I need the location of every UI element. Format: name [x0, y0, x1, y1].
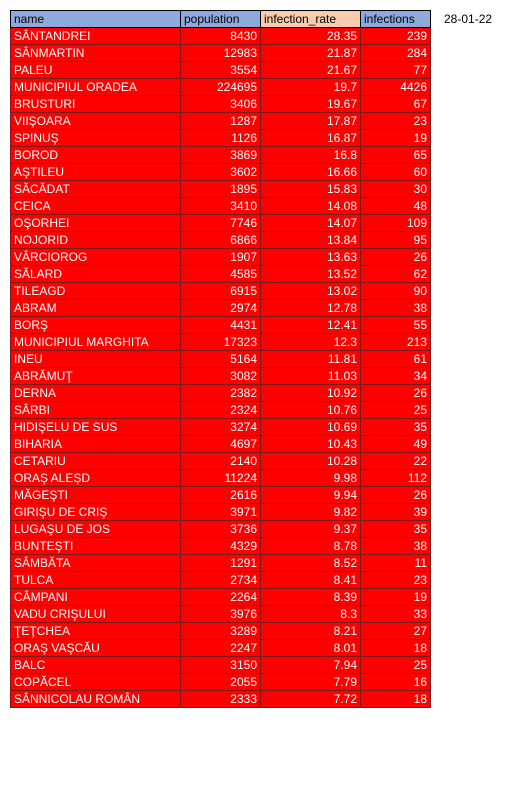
- cell-infections[interactable]: 38: [361, 538, 431, 555]
- cell-infection-rate[interactable]: 10.28: [261, 453, 361, 470]
- cell-infections[interactable]: 61: [361, 351, 431, 368]
- cell-name[interactable]: BRUSTURI: [11, 96, 181, 113]
- cell-infection-rate[interactable]: 8.78: [261, 538, 361, 555]
- table-row: [11, 504, 431, 521]
- table-row: [11, 164, 431, 181]
- cell-population[interactable]: 3289: [181, 623, 261, 640]
- cell-name[interactable]: SĂLARD: [11, 266, 181, 283]
- cell-population[interactable]: 4697: [181, 436, 261, 453]
- cell-population[interactable]: 1907: [181, 249, 261, 266]
- cell-infections[interactable]: 213: [361, 334, 431, 351]
- cell-population[interactable]: 3082: [181, 368, 261, 385]
- table-row: [11, 249, 431, 266]
- cell-infection-rate[interactable]: 9.94: [261, 487, 361, 504]
- cell-name[interactable]: ABRAM: [11, 300, 181, 317]
- cell-name[interactable]: BALC: [11, 657, 181, 674]
- cell-infection-rate[interactable]: 13.52: [261, 266, 361, 283]
- cell-population[interactable]: 3406: [181, 96, 261, 113]
- cell-infections[interactable]: 22: [361, 453, 431, 470]
- table-row: [11, 640, 431, 657]
- table-row: [11, 453, 431, 470]
- cell-name[interactable]: SÂNTANDREI: [11, 28, 181, 45]
- cell-infection-rate[interactable]: 8.21: [261, 623, 361, 640]
- cell-population[interactable]: 12983: [181, 45, 261, 62]
- table-row: [11, 96, 431, 113]
- cell-name[interactable]: HIDIŞELU DE SUS: [11, 419, 181, 436]
- cell-population[interactable]: 3554: [181, 62, 261, 79]
- cell-infection-rate[interactable]: 14.08: [261, 198, 361, 215]
- cell-infections[interactable]: 60: [361, 164, 431, 181]
- cell-name[interactable]: SĂCĂDAT: [11, 181, 181, 198]
- cell-name[interactable]: SPINUŞ: [11, 130, 181, 147]
- cell-name[interactable]: COPĂCEL: [11, 674, 181, 691]
- cell-infections[interactable]: 67: [361, 96, 431, 113]
- table-row: [11, 181, 431, 198]
- table-row: [11, 623, 431, 640]
- cell-infection-rate[interactable]: 13.02: [261, 283, 361, 300]
- cell-population[interactable]: 2324: [181, 402, 261, 419]
- cell-name[interactable]: SÂRBI: [11, 402, 181, 419]
- cell-population[interactable]: 2974: [181, 300, 261, 317]
- cell-population[interactable]: 3150: [181, 657, 261, 674]
- cell-infections[interactable]: 26: [361, 249, 431, 266]
- cell-infections[interactable]: 18: [361, 640, 431, 657]
- cell-name[interactable]: AŞTILEU: [11, 164, 181, 181]
- header-row: [11, 11, 431, 28]
- cell-infection-rate[interactable]: 16.8: [261, 147, 361, 164]
- cell-infection-rate[interactable]: 10.43: [261, 436, 361, 453]
- cell-population[interactable]: 2055: [181, 674, 261, 691]
- cell-name[interactable]: MĂGEŞTI: [11, 487, 181, 504]
- cell-infections[interactable]: 35: [361, 419, 431, 436]
- cell-population[interactable]: 4585: [181, 266, 261, 283]
- cell-population[interactable]: 2616: [181, 487, 261, 504]
- cell-infections[interactable]: 95: [361, 232, 431, 249]
- table-row: [11, 62, 431, 79]
- table-row: [11, 470, 431, 487]
- table-row: [11, 300, 431, 317]
- cell-name[interactable]: TILEAGD: [11, 283, 181, 300]
- cell-infection-rate[interactable]: 16.87: [261, 130, 361, 147]
- cell-infections[interactable]: 4426: [361, 79, 431, 96]
- table-row: [11, 555, 431, 572]
- table-row: [11, 215, 431, 232]
- cell-infections[interactable]: 27: [361, 623, 431, 640]
- cell-name[interactable]: ORAŞ VAŞCĂU: [11, 640, 181, 657]
- cell-infection-rate[interactable]: 21.67: [261, 62, 361, 79]
- table-row: [11, 334, 431, 351]
- table-row: [11, 674, 431, 691]
- cell-infection-rate[interactable]: 7.72: [261, 691, 361, 708]
- cell-infections[interactable]: 26: [361, 385, 431, 402]
- cell-infection-rate[interactable]: 10.69: [261, 419, 361, 436]
- table-row: [11, 572, 431, 589]
- table-row: [11, 538, 431, 555]
- table-row: [11, 385, 431, 402]
- table-row: [11, 402, 431, 419]
- cell-name[interactable]: MUNICIPIUL MARGHITA: [11, 334, 181, 351]
- cell-infections[interactable]: 112: [361, 470, 431, 487]
- cell-infection-rate[interactable]: 8.52: [261, 555, 361, 572]
- cell-name[interactable]: INEU: [11, 351, 181, 368]
- cell-infection-rate[interactable]: 11.03: [261, 368, 361, 385]
- cell-infections[interactable]: 90: [361, 283, 431, 300]
- cell-name[interactable]: DERNA: [11, 385, 181, 402]
- cell-name[interactable]: LUGAŞU DE JOS: [11, 521, 181, 538]
- table-row: [11, 589, 431, 606]
- table-row: [11, 436, 431, 453]
- cell-infection-rate[interactable]: 15.83: [261, 181, 361, 198]
- cell-name[interactable]: ŢEŢCHEA: [11, 623, 181, 640]
- header-name[interactable]: name: [11, 11, 181, 28]
- cell-population[interactable]: 3976: [181, 606, 261, 623]
- cell-infections[interactable]: 34: [361, 368, 431, 385]
- cell-population[interactable]: 3410: [181, 198, 261, 215]
- table-row: [11, 45, 431, 62]
- cell-infections[interactable]: 30: [361, 181, 431, 198]
- cell-name[interactable]: BORŞ: [11, 317, 181, 334]
- table-body: [11, 28, 431, 708]
- cell-infection-rate[interactable]: 11.81: [261, 351, 361, 368]
- table-row: [11, 232, 431, 249]
- table-row: [11, 79, 431, 96]
- cell-infection-rate[interactable]: 21.87: [261, 45, 361, 62]
- cell-population[interactable]: 5164: [181, 351, 261, 368]
- cell-infection-rate[interactable]: 8.01: [261, 640, 361, 657]
- cell-infections[interactable]: 23: [361, 113, 431, 130]
- cell-name[interactable]: OŞORHEI: [11, 215, 181, 232]
- cell-population[interactable]: 2264: [181, 589, 261, 606]
- cell-infections[interactable]: 284: [361, 45, 431, 62]
- cell-infection-rate[interactable]: 10.92: [261, 385, 361, 402]
- table-row: [11, 283, 431, 300]
- cell-population[interactable]: 2140: [181, 453, 261, 470]
- cell-infection-rate[interactable]: 13.84: [261, 232, 361, 249]
- cell-name[interactable]: VÂRCIOROG: [11, 249, 181, 266]
- cell-infection-rate[interactable]: 16.66: [261, 164, 361, 181]
- header-infection-rate[interactable]: infection_rate: [261, 11, 361, 28]
- cell-name[interactable]: SÂNMARTIN: [11, 45, 181, 62]
- cell-population[interactable]: 4329: [181, 538, 261, 555]
- cell-infections[interactable]: 38: [361, 300, 431, 317]
- cell-population[interactable]: 3971: [181, 504, 261, 521]
- cell-infection-rate[interactable]: 12.41: [261, 317, 361, 334]
- cell-population[interactable]: 7746: [181, 215, 261, 232]
- cell-population[interactable]: 11224: [181, 470, 261, 487]
- cell-infections[interactable]: 33: [361, 606, 431, 623]
- cell-population[interactable]: 2382: [181, 385, 261, 402]
- table-row: [11, 351, 431, 368]
- cell-infections[interactable]: 25: [361, 657, 431, 674]
- cell-infection-rate[interactable]: 17.87: [261, 113, 361, 130]
- cell-infections[interactable]: 19: [361, 589, 431, 606]
- cell-infection-rate[interactable]: 13.63: [261, 249, 361, 266]
- table-row: [11, 657, 431, 674]
- cell-population[interactable]: 17323: [181, 334, 261, 351]
- cell-infections[interactable]: 26: [361, 487, 431, 504]
- cell-infection-rate[interactable]: 9.98: [261, 470, 361, 487]
- table-row: [11, 317, 431, 334]
- table-row: [11, 147, 431, 164]
- table-row: [11, 691, 431, 708]
- cell-infections[interactable]: 77: [361, 62, 431, 79]
- cell-infections[interactable]: 49: [361, 436, 431, 453]
- cell-population[interactable]: 1895: [181, 181, 261, 198]
- cell-population[interactable]: 3869: [181, 147, 261, 164]
- cell-infections[interactable]: 23: [361, 572, 431, 589]
- cell-infection-rate[interactable]: 8.3: [261, 606, 361, 623]
- cell-infection-rate[interactable]: 14.07: [261, 215, 361, 232]
- table-row: [11, 28, 431, 45]
- header-infections[interactable]: infections: [361, 11, 431, 28]
- cell-population[interactable]: 1291: [181, 555, 261, 572]
- cell-infection-rate[interactable]: 19.67: [261, 96, 361, 113]
- cell-infections[interactable]: 62: [361, 266, 431, 283]
- cell-name[interactable]: VADU CRIŞULUI: [11, 606, 181, 623]
- table-row: [11, 368, 431, 385]
- cell-name[interactable]: MUNICIPIUL ORADEA: [11, 79, 181, 96]
- table-row: [11, 419, 431, 436]
- cell-infection-rate[interactable]: 12.78: [261, 300, 361, 317]
- cell-population[interactable]: 6866: [181, 232, 261, 249]
- cell-infection-rate[interactable]: 9.37: [261, 521, 361, 538]
- cell-population[interactable]: 3736: [181, 521, 261, 538]
- cell-population[interactable]: 1126: [181, 130, 261, 147]
- cell-infections[interactable]: 16: [361, 674, 431, 691]
- cell-name[interactable]: PALEU: [11, 62, 181, 79]
- table-row: [11, 606, 431, 623]
- cell-name[interactable]: BOROD: [11, 147, 181, 164]
- cell-infections[interactable]: 35: [361, 521, 431, 538]
- cell-population[interactable]: 2247: [181, 640, 261, 657]
- cell-name[interactable]: SÂMBĂTA: [11, 555, 181, 572]
- cell-name[interactable]: BIHARIA: [11, 436, 181, 453]
- table-row: [11, 198, 431, 215]
- cell-infections[interactable]: 55: [361, 317, 431, 334]
- cell-infections[interactable]: 19: [361, 130, 431, 147]
- cell-population[interactable]: 2333: [181, 691, 261, 708]
- cell-infections[interactable]: 39: [361, 504, 431, 521]
- cell-name[interactable]: GIRIŞU DE CRIŞ: [11, 504, 181, 521]
- cell-infections[interactable]: 109: [361, 215, 431, 232]
- table-row: [11, 130, 431, 147]
- cell-infection-rate[interactable]: 19.7: [261, 79, 361, 96]
- cell-infections[interactable]: 18: [361, 691, 431, 708]
- cell-infection-rate[interactable]: 7.79: [261, 674, 361, 691]
- cell-population[interactable]: 4431: [181, 317, 261, 334]
- header-population[interactable]: population: [181, 11, 261, 28]
- cell-infections[interactable]: 65: [361, 147, 431, 164]
- cell-population[interactable]: 8430: [181, 28, 261, 45]
- cell-name[interactable]: CÂMPANI: [11, 589, 181, 606]
- cell-infections[interactable]: 11: [361, 555, 431, 572]
- cell-infection-rate[interactable]: 10.76: [261, 402, 361, 419]
- cell-population[interactable]: 2734: [181, 572, 261, 589]
- cell-name[interactable]: NOJORID: [11, 232, 181, 249]
- cell-population[interactable]: 3602: [181, 164, 261, 181]
- cell-name[interactable]: SÂNNICOLAU ROMÂN: [11, 691, 181, 708]
- cell-infection-rate[interactable]: 28.35: [261, 28, 361, 45]
- cell-population[interactable]: 3274: [181, 419, 261, 436]
- cell-infection-rate[interactable]: 12.3: [261, 334, 361, 351]
- cell-infections[interactable]: 239: [361, 28, 431, 45]
- table-row: [11, 113, 431, 130]
- cell-name[interactable]: CEICA: [11, 198, 181, 215]
- cell-infection-rate[interactable]: 9.82: [261, 504, 361, 521]
- cell-population[interactable]: 6915: [181, 283, 261, 300]
- cell-name[interactable]: ORAŞ ALEŞD: [11, 470, 181, 487]
- cell-name[interactable]: BUNTEŞTI: [11, 538, 181, 555]
- cell-infections[interactable]: 48: [361, 198, 431, 215]
- cell-name[interactable]: ABRĂMUŢ: [11, 368, 181, 385]
- cell-infection-rate[interactable]: 8.39: [261, 589, 361, 606]
- date-cell[interactable]: 28-01-22: [444, 12, 493, 26]
- table-row: [11, 521, 431, 538]
- table-row: [11, 266, 431, 283]
- cell-population[interactable]: 1287: [181, 113, 261, 130]
- cell-population[interactable]: 224695: [181, 79, 261, 96]
- cell-name[interactable]: TULCA: [11, 572, 181, 589]
- cell-infection-rate[interactable]: 8.41: [261, 572, 361, 589]
- cell-name[interactable]: VIIŞOARA: [11, 113, 181, 130]
- cell-name[interactable]: CETARIU: [11, 453, 181, 470]
- cell-infection-rate[interactable]: 7.94: [261, 657, 361, 674]
- cell-infections[interactable]: 25: [361, 402, 431, 419]
- infection-table: [10, 10, 431, 708]
- table-row: [11, 487, 431, 504]
